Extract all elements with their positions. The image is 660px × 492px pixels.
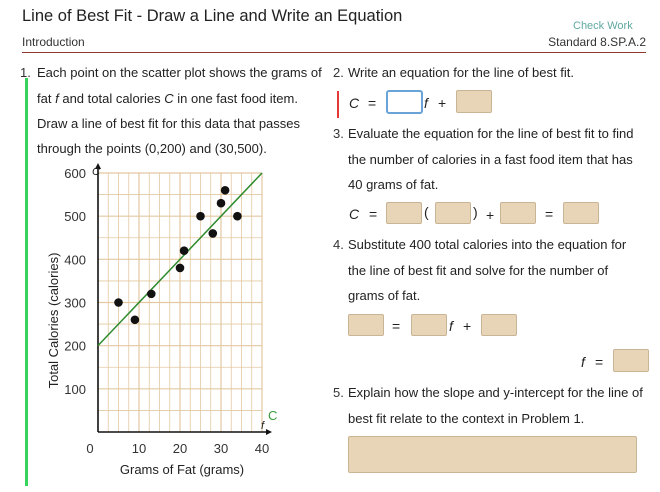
p2-equals: = — [368, 95, 377, 111]
problem4-text-line3: grams of fat. — [348, 288, 421, 303]
best-fit-line-label: C — [268, 408, 278, 423]
data-point — [196, 212, 205, 221]
y-tick-label: 200 — [64, 338, 86, 354]
x-axis-var-label: f — [261, 420, 265, 432]
problem3-text-line1: Evaluate the equation for the line of best fit to find — [348, 126, 634, 141]
problem5-number: 5. — [333, 385, 344, 400]
data-points — [114, 186, 242, 324]
p4-var-f: f — [449, 318, 453, 334]
p2-plus: + — [438, 95, 447, 111]
x-tick-label: 20 — [172, 441, 188, 456]
problem4-number: 4. — [333, 237, 344, 252]
data-point — [114, 298, 123, 307]
p3-equals: = — [369, 206, 378, 222]
data-point — [217, 199, 226, 208]
section-label: Introduction — [22, 35, 85, 49]
problem2-number: 2. — [333, 65, 344, 80]
y-tick-label: 600 — [64, 166, 86, 181]
chart-axes — [95, 163, 272, 435]
p4-equals: = — [392, 318, 401, 334]
var-c: C — [164, 91, 174, 106]
problem3-text-line3: 40 grams of fat. — [348, 177, 439, 192]
x-tick-label: 40 — [254, 441, 270, 456]
problem1-text: in one fast food item. — [177, 91, 298, 106]
problem1-text: and total calories — [62, 91, 161, 106]
data-point — [221, 186, 230, 195]
data-point — [131, 315, 140, 324]
p2-intercept-input[interactable] — [456, 90, 492, 113]
problem3-number: 3. — [333, 126, 344, 141]
problem1-text-line4: through the points (0,200) and (30,500). — [37, 141, 267, 156]
p4-calories-input[interactable] — [348, 314, 384, 336]
p3-var-c: C — [349, 206, 360, 222]
p2-slope-input[interactable] — [386, 90, 423, 114]
p3-equals2: = — [545, 206, 554, 222]
p3-result-input[interactable] — [563, 202, 599, 224]
x-tick-label: 0 — [86, 441, 94, 456]
p3-slope-input[interactable] — [386, 202, 422, 224]
data-point — [209, 229, 218, 238]
problem2-status-bar — [337, 91, 339, 118]
p4-equals2: = — [595, 354, 604, 370]
problem4-text-line2: the line of best fit and solve for the number of — [348, 263, 609, 278]
p2-var-f: f — [424, 95, 428, 111]
problem1-text-line3: Draw a line of best fit for this data that passes — [37, 116, 301, 131]
x-tick-label: 10 — [131, 441, 147, 456]
check-work-button[interactable]: Check Work — [573, 20, 633, 32]
page-title: Line of Best Fit - Draw a Line and Write an Equation — [22, 7, 403, 25]
data-point — [180, 246, 189, 255]
y-tick-label: 400 — [64, 252, 86, 268]
p5-explanation-textarea[interactable] — [348, 436, 637, 473]
x-tick-label: 30 — [213, 441, 229, 456]
p3-lparen: ( — [424, 204, 429, 220]
problem1-text: fat — [37, 91, 52, 106]
p3-rparen: ) — [473, 204, 478, 220]
problem3-text-line2: the number of calories in a fast food item that has — [348, 152, 633, 167]
data-point — [233, 212, 242, 221]
data-point — [147, 290, 156, 299]
standard-label: Standard 8.SP.A.2 — [548, 35, 646, 49]
p2-var-c: C — [349, 95, 360, 111]
x-axis-label: Grams of Fat (grams) — [119, 462, 245, 477]
problem1-number: 1. — [20, 65, 31, 80]
data-point — [176, 264, 185, 273]
y-axis-label: Total Calories (calories) — [46, 252, 61, 389]
p3-plus: + — [486, 207, 495, 223]
var-f: f — [55, 91, 59, 106]
chart-ticks — [64, 166, 269, 456]
x-axis-arrow — [266, 429, 272, 435]
y-tick-label: 100 — [64, 381, 86, 397]
p4-slope-input[interactable] — [411, 314, 447, 336]
problem5-text-line1: Explain how the slope and y-intercept for the line of — [348, 385, 643, 400]
y-axis-var-label: C — [92, 166, 100, 178]
problem5-text-line2: best fit relate to the context in Problem 1. — [348, 411, 585, 426]
p3-fat-input[interactable] — [435, 202, 471, 224]
p4-fat-answer-input[interactable] — [613, 349, 649, 372]
problem4-text-line1: Substitute 400 total calories into the equation for — [348, 237, 627, 252]
problem1-text-line1: Each point on the scatter plot shows the grams of — [37, 65, 322, 80]
problem2-prompt: Write an equation for the line of best fit. — [348, 65, 574, 80]
p3-intercept-input[interactable] — [500, 202, 536, 224]
p4-intercept-input[interactable] — [481, 314, 517, 336]
p4-f-label: f — [581, 354, 585, 370]
p4-plus: + — [463, 318, 472, 334]
y-tick-label: 300 — [64, 295, 86, 311]
y-tick-label: 500 — [64, 209, 86, 225]
